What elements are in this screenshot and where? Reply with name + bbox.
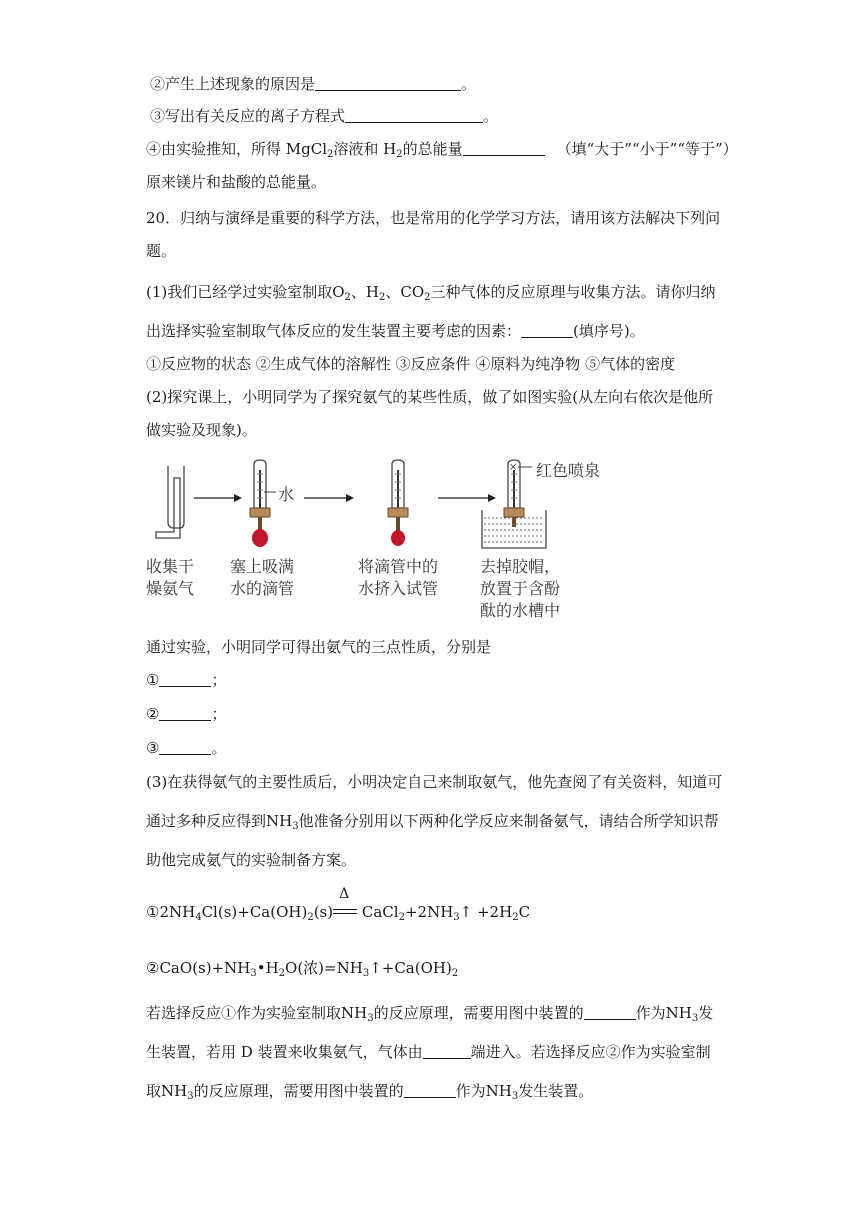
q20-final-line2 <box>146 1042 711 1062</box>
step1-caption <box>146 556 194 600</box>
answer-blank[interactable] <box>315 75 461 91</box>
q19-line-reason <box>150 74 476 94</box>
q20-final-line3 <box>146 1081 593 1101</box>
q19-line-end: 原来镁片和盐酸的总能量。 <box>146 173 327 191</box>
text: 的总能量 <box>402 140 463 158</box>
text: CaCl <box>357 903 399 921</box>
ammonia-experiment-figure <box>146 452 666 622</box>
equation-2 <box>146 958 458 978</box>
tube-squeezed-dropper-icon <box>388 460 408 546</box>
q20-conclusion: 通过实验，小明同学可得出氨气的三点性质，分别是 <box>146 638 492 656</box>
q20-part3-line1: (3)在获得氨气的主要性质后，小明决定自己来制取氨气，他先查阅了有关资料，知道可 <box>146 773 723 791</box>
answer-blank[interactable] <box>584 1004 636 1020</box>
text: 取NH <box>146 1082 188 1100</box>
answer-blank[interactable] <box>463 140 545 156</box>
step3-caption <box>358 556 438 600</box>
arrow-icon <box>304 494 354 502</box>
step2-caption <box>230 556 294 600</box>
subscript: 2 <box>512 912 519 923</box>
q20-part3-line2 <box>146 811 719 831</box>
step4-caption <box>480 556 560 622</box>
q20-part2-line1: (2)探究课上，小明同学为了探究氨气的某些性质，做了如图实验(从左向右依次是他所 <box>146 388 714 406</box>
answer-blank[interactable] <box>404 1082 456 1098</box>
q19-reason-text: ②产生上述现象的原因是 <box>150 75 316 93</box>
subscript: 3 <box>453 912 460 923</box>
text: (填序号)。 <box>573 322 645 340</box>
subscript: 3 <box>362 968 370 979</box>
text: 出选择实验室制取气体反应的发生装置主要考虑的因素： <box>146 322 522 340</box>
text: 作为NH <box>455 1082 512 1100</box>
q19-line-ionic <box>150 106 498 126</box>
text: ； <box>211 705 227 723</box>
text: 他准备分别用以下两种化学反应来制备氨气，请结合所学知识帮 <box>298 812 719 830</box>
text: •H <box>256 959 279 977</box>
text: ； <box>211 671 227 689</box>
red-fountain-label: 红色喷泉 <box>536 461 601 480</box>
text: 溶液和 H <box>333 140 397 158</box>
punct: 。 <box>483 107 499 125</box>
water-label: 水 <box>278 485 295 504</box>
text: ① <box>146 671 160 689</box>
caption-line: 将滴管中的 <box>358 557 439 576</box>
caption-line: 塞上吸满 <box>230 557 295 576</box>
text: 三种气体的反应原理与收集方法。请你归纳 <box>430 283 716 301</box>
text: +2NH <box>404 903 454 921</box>
subscript: 2 <box>379 292 386 303</box>
q20-options: ①反应物的状态 ②生成气体的溶解性 ③反应条件 ④原料为纯净物 ⑤气体的密度 <box>146 355 676 373</box>
subscript: 2 <box>327 149 334 160</box>
text: (s) <box>313 903 334 921</box>
subscript: 2 <box>396 149 403 160</box>
subscript: 2 <box>424 292 431 303</box>
text: 生装置，若用 D 装置来收集氨气，气体由 <box>146 1043 423 1061</box>
text: （填“大于”“小于”“等于”） <box>556 140 738 158</box>
subscript: 2 <box>451 968 459 979</box>
answer-blank[interactable] <box>159 671 211 687</box>
property-3 <box>146 738 226 758</box>
text: 发生装置。 <box>518 1082 594 1100</box>
subscript: 4 <box>195 912 202 923</box>
caption-line: 水挤入试管 <box>358 579 439 598</box>
caption-line: 水的滴管 <box>230 579 295 598</box>
q19-ionic-text: ③写出有关反应的离子方程式 <box>150 107 346 125</box>
subscript: 3 <box>367 1013 374 1024</box>
answer-blank[interactable] <box>159 739 211 755</box>
q20-intro-line2: 题。 <box>146 242 177 260</box>
subscript: 3 <box>691 1013 699 1024</box>
q20-intro-line1: 20．归纳与演绎是重要的科学方法，也是常用的化学学习方法，请用该方法解决下列问 <box>146 209 721 227</box>
text: ①2NH <box>146 903 196 921</box>
subscript: 3 <box>250 968 257 979</box>
text: Cl(s)+Ca(OH) <box>201 903 308 921</box>
text: 端进入。若选择反应②作为实验室制 <box>470 1043 711 1061</box>
answer-blank[interactable] <box>521 322 573 338</box>
delta-symbol: Δ <box>339 886 350 902</box>
text: ② <box>146 705 160 723</box>
answer-blank[interactable] <box>345 107 483 123</box>
q20-part1-line1 <box>146 282 716 302</box>
text: 、H <box>350 283 380 301</box>
collection-tube-icon <box>156 466 184 538</box>
tube-with-dropper-icon <box>250 460 276 547</box>
q20-part3-line3: 助他完成氨气的实验制备方案。 <box>146 851 357 869</box>
arrow-icon <box>194 494 242 502</box>
caption-line: 收集干 <box>146 557 195 576</box>
subscript: 3 <box>292 821 299 832</box>
text: 若选择反应①作为实验室制取NH <box>146 1004 368 1022</box>
text: 通过多种反应得到NH <box>146 812 293 830</box>
q19-line-energy <box>146 139 738 159</box>
subscript: 2 <box>344 292 351 303</box>
punct: 。 <box>461 75 477 93</box>
text: O(浓)=NH <box>285 959 363 977</box>
equation-1 <box>146 886 531 923</box>
subscript: 2 <box>398 912 405 923</box>
caption-line: 放置于含酚 <box>480 579 561 598</box>
text: ③ <box>146 739 160 757</box>
subscript: 3 <box>187 1091 194 1102</box>
q20-final-line1 <box>146 1003 713 1023</box>
q20-part2-line2: 做实验及现象)。 <box>146 421 257 439</box>
caption-line: 酞的水槽中 <box>480 601 561 620</box>
answer-blank[interactable] <box>159 705 211 721</box>
text: (1)我们已经学过实验室制取O <box>146 283 345 301</box>
subscript: 2 <box>307 912 314 923</box>
q20-part1-line2 <box>146 321 645 341</box>
text: 的反应原理，需要用图中装置的 <box>193 1082 404 1100</box>
property-1 <box>146 670 226 690</box>
subscript: 2 <box>278 968 286 979</box>
answer-blank[interactable] <box>423 1043 471 1059</box>
subscript: 3 <box>511 1091 519 1102</box>
text: 。 <box>211 739 227 757</box>
arrow-icon <box>438 494 496 502</box>
text: ↑+Ca(OH) <box>369 959 452 977</box>
text: C <box>518 903 531 921</box>
caption-line: 去掉胶帽， <box>480 557 561 576</box>
caption-line: 燥氨气 <box>146 579 195 598</box>
text: ④由实验推知，所得 MgCl <box>146 140 328 158</box>
text: 的反应原理，需要用图中装置的 <box>373 1004 584 1022</box>
text: 作为NH <box>635 1004 692 1022</box>
svg-text:×: × <box>509 462 518 473</box>
text: ↑ +2H <box>459 903 513 921</box>
text: 、CO <box>385 283 425 301</box>
heating-condition <box>333 886 357 917</box>
text: ②CaO(s)+NH <box>146 959 251 977</box>
property-2 <box>146 704 226 724</box>
text: 发 <box>698 1004 714 1022</box>
